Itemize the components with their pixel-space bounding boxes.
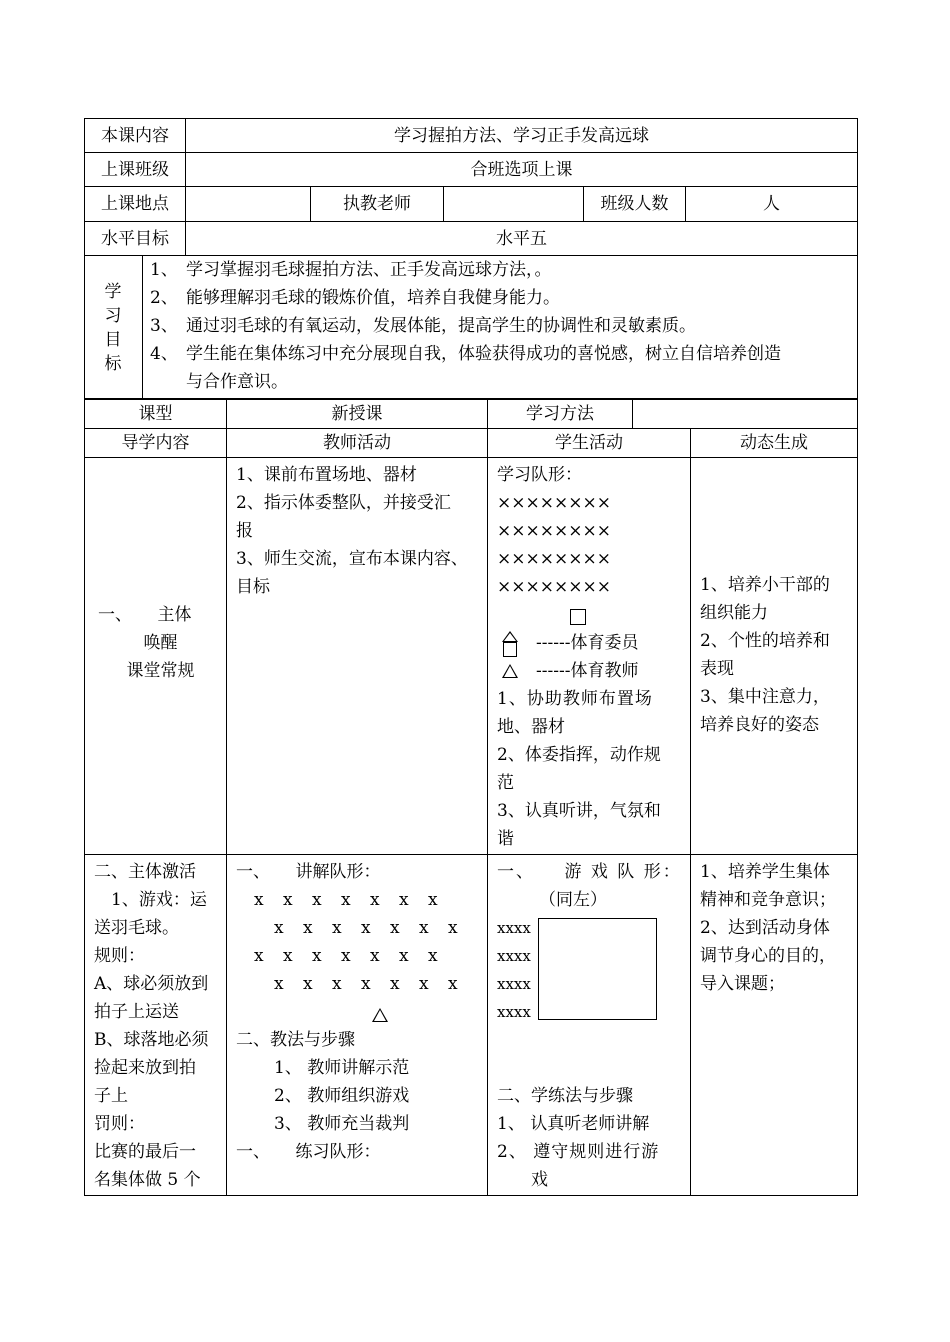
goals-label-char: 标 bbox=[104, 354, 122, 374]
s1-dynamic: 1、培养小干部的 组织能力 2、个性的培养和 表现 3、集中注意力， 培养良好的姿态 bbox=[691, 458, 858, 855]
goals-cell bbox=[85, 256, 858, 399]
count-label: 班级人数 bbox=[584, 187, 686, 222]
location-label: 上课地点 bbox=[85, 187, 186, 222]
content-value: 学习握拍方法、学习正手发高远球 bbox=[186, 119, 858, 153]
s1-student: 学习队形： ×××××××× ×××××××× ×××××××× ×××××××× ------体育委员 ------体育教师 1、协助教师布置场 地、器材 2、体委指挥，动作规 范 3、认真听讲，气氛和 谐 bbox=[488, 458, 691, 855]
col-student: 学生活动 bbox=[488, 429, 691, 458]
goal-item: 4、 学生能在集体练习中充分展现自我，体验获得成功的喜悦感，树立自信培养创造 bbox=[150, 344, 781, 364]
formation-row: ×××××××× bbox=[497, 577, 611, 597]
s2-teacher: 一、 讲解队形： x x x x x x x x x x x x x x x x x x x x x x x x x x x x 二、教法与步骤 1、 教师讲解示范 2、 教师组织游戏 3、 教师充当裁判 一、 练习队形： bbox=[227, 855, 488, 1196]
teacher-value bbox=[444, 187, 584, 222]
goals-label-box bbox=[85, 256, 143, 398]
goal-item-cont: 与合作意识。 bbox=[186, 372, 288, 392]
formation-row: xxxx bbox=[497, 947, 531, 965]
goal-item: 1、 学习掌握羽毛球握拍方法、正手发高远球方法，。 bbox=[150, 260, 552, 280]
col-teacher: 教师活动 bbox=[227, 429, 488, 458]
goals-label-char: 学 bbox=[104, 282, 122, 302]
teacher-marker-icon bbox=[502, 664, 518, 678]
location-value bbox=[186, 187, 311, 222]
goals-label-char: 目 bbox=[104, 330, 122, 350]
formation-row: x x x x x x x bbox=[254, 946, 445, 966]
col-guide: 导学内容 bbox=[85, 429, 227, 458]
s1-guide: 一、 主体 唤醒 课堂常规 bbox=[85, 458, 227, 855]
method-label: 学习方法 bbox=[488, 400, 633, 429]
game-area-box bbox=[538, 918, 657, 1020]
s1-teacher: 1、课前布置场地、器材 2、指示体委整队，并接受汇 报 3、师生交流，宣布本课内容、 目标 bbox=[227, 458, 488, 855]
lesson-header-table bbox=[84, 118, 858, 399]
monitor-marker-icon bbox=[502, 631, 518, 657]
class-value: 合班选项上课 bbox=[186, 153, 858, 187]
goals-list bbox=[150, 256, 853, 396]
formation-row: x x x x x x x bbox=[274, 974, 465, 994]
goals-label-char: 习 bbox=[104, 306, 122, 326]
formation-row: xxxx bbox=[497, 919, 531, 937]
s2-student: 一、 游 戏 队 形： （同左） xxxx xxxx xxxx xxxx 二、学练法与步骤 1、 认真听老师讲解 2、 遵守规则进行游 戏 bbox=[488, 855, 691, 1196]
count-value: 人 bbox=[686, 187, 858, 222]
formation-row: ×××××××× bbox=[497, 521, 611, 541]
formation-row: x x x x x x x bbox=[254, 890, 445, 910]
formation-row: x x x x x x x bbox=[274, 918, 465, 938]
formation-row: ×××××××× bbox=[497, 493, 611, 513]
teacher-marker-icon bbox=[372, 1008, 388, 1022]
content-label: 本课内容 bbox=[85, 119, 186, 153]
formation-row: xxxx bbox=[497, 975, 531, 993]
square-marker-icon bbox=[570, 609, 586, 625]
formation-row: ×××××××× bbox=[497, 549, 611, 569]
level-label: 水平目标 bbox=[85, 222, 186, 256]
goal-item: 2、 能够理解羽毛球的锻炼价值，培养自我健身能力。 bbox=[150, 288, 560, 308]
class-label: 上课班级 bbox=[85, 153, 186, 187]
method-value bbox=[633, 400, 858, 429]
s2-guide: 二、主体激活 1、游戏：运 送羽毛球。 规则： A、球必须放到 拍子上运送 B、球落地必须 捡起来放到拍 子上 罚则： 比赛的最后一 名集体做 5 个 bbox=[85, 855, 227, 1196]
activity-table bbox=[84, 399, 858, 1196]
type-label: 课型 bbox=[85, 400, 227, 429]
col-dynamic: 动态生成 bbox=[691, 429, 858, 458]
level-value: 水平五 bbox=[186, 222, 858, 256]
s2-dynamic: 1、培养学生集体 精神和竞争意识； 2、达到活动身体 调节身心的目的， 导入课题； bbox=[691, 855, 858, 1196]
teacher-label: 执教老师 bbox=[311, 187, 444, 222]
goal-item: 3、 通过羽毛球的有氧运动，发展体能，提高学生的协调性和灵敏素质。 bbox=[150, 316, 696, 336]
formation-row: xxxx bbox=[497, 1003, 531, 1021]
type-value: 新授课 bbox=[227, 400, 488, 429]
